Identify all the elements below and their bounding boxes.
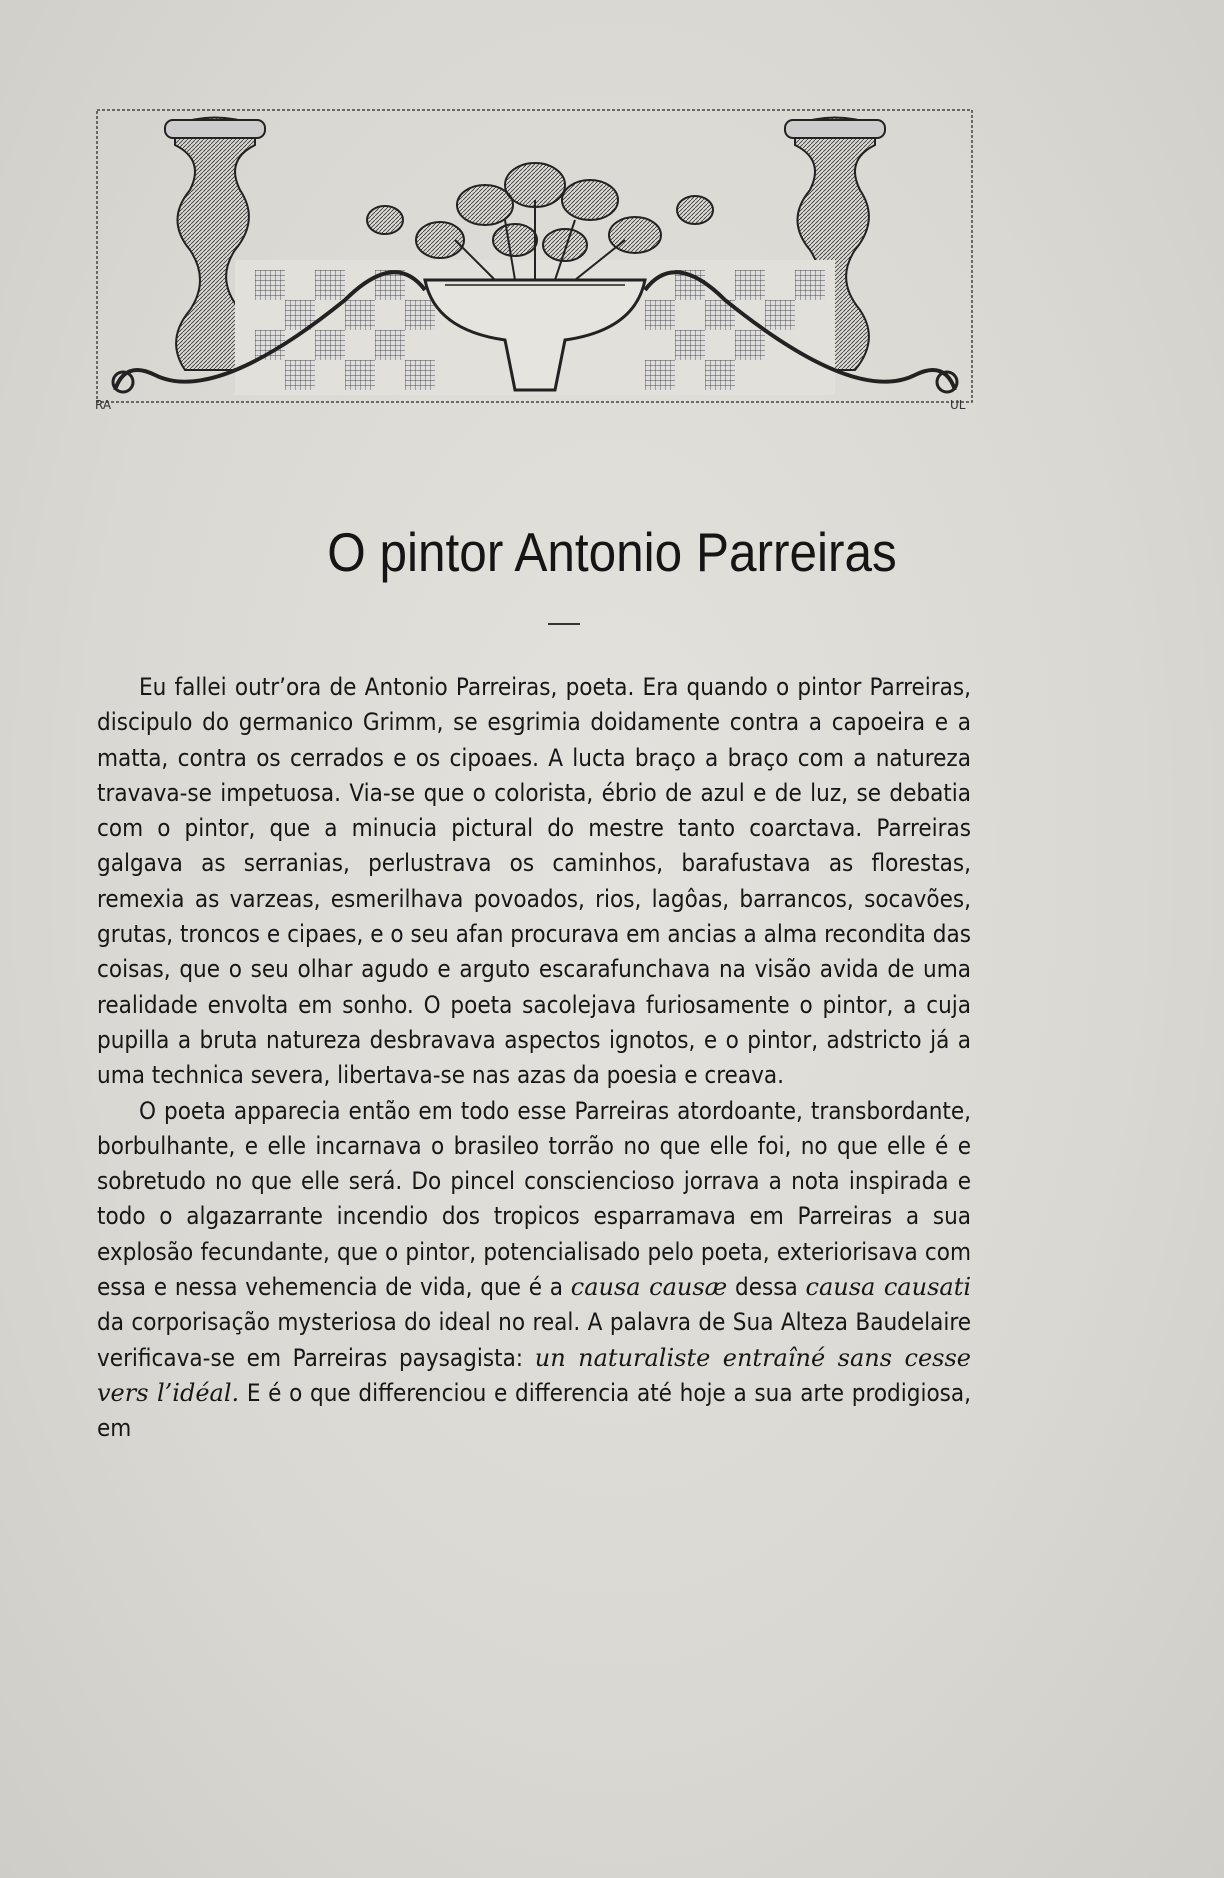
paragraph-2-text-c: da corporisação mysteriosa do ideal no real. A palavra de Sua Alteza Baudelaire verificava-se em Parreiras paysagista: bbox=[97, 1308, 971, 1372]
paragraph-2-text-d: E é o que differenciou e differencia até hoje a sua arte prodigiosa, em bbox=[97, 1378, 971, 1443]
ornament-drawing bbox=[95, 100, 975, 410]
italic-phrase-causa-causati: causa causati bbox=[805, 1273, 972, 1302]
italic-quote-baudelaire: un naturaliste entraîné sans cesse vers l’idéal. bbox=[97, 1343, 971, 1407]
italic-phrase-causa-causae: causa causæ bbox=[570, 1273, 728, 1302]
ornament-signature-left: RA bbox=[95, 398, 112, 412]
title-divider bbox=[548, 623, 580, 625]
paragraph-2-text-b: dessa bbox=[735, 1273, 798, 1302]
article-body bbox=[97, 670, 971, 1447]
page-title: O pintor Antonio Parreiras bbox=[327, 521, 897, 583]
ornament-signature-right: UL bbox=[950, 398, 966, 412]
decorative-header-illustration bbox=[95, 100, 975, 410]
paragraph-2-text-a: O poeta apparecia então em todo esse Parreiras atordoante, transbordante, borbulhante, e elle incarnava o brasileo torrão no que elle foi, no que elle é e sobretudo no que elle será. Do pincel consciencioso jorrava a nota inspirada e todo o algazarrante incendio dos tropicos esparramava em Parreiras a sua explosão fecundante, que o pintor, potencialisado pelo poeta, exteriorisava com essa e nessa vehemencia de vida, que é a bbox=[97, 1096, 971, 1302]
paragraph-1: Eu fallei outr’ora de Antonio Parreiras, poeta. Era quando o pintor Parreiras, discipulo do germanico Grimm, se esgrimia doidamente contra a capoeira e a matta, contra os cerrados e os cipoaes. A lucta braço a braço com a natureza travava-se impetuosa. Via-se que o colorista, ébrio de azul e de luz, se debatia com o pintor, que a minucia pictural do mestre tanto coarctava. Parreiras galgava as serranias, perlustrava os caminhos, barafustava as florestas, remexia as varzeas, esmerilhava povoados, rios, lagôas, barrancos, socavões, grutas, troncos e cipaes, e o seu afan procurava em ancias a alma recondita das coisas, que o seu olhar agudo e arguto escarafunchava na visão avida de uma realidade envolta em sonho. O poeta sacolejava furiosamente o pintor, a cuja pupilla a bruta natureza desbravava aspectos ignotos, e o pintor, adstricto já a uma technica severa, libertava-se nas azas da poesia e creava. bbox=[97, 673, 971, 1090]
paragraph-2 bbox=[97, 1094, 971, 1447]
